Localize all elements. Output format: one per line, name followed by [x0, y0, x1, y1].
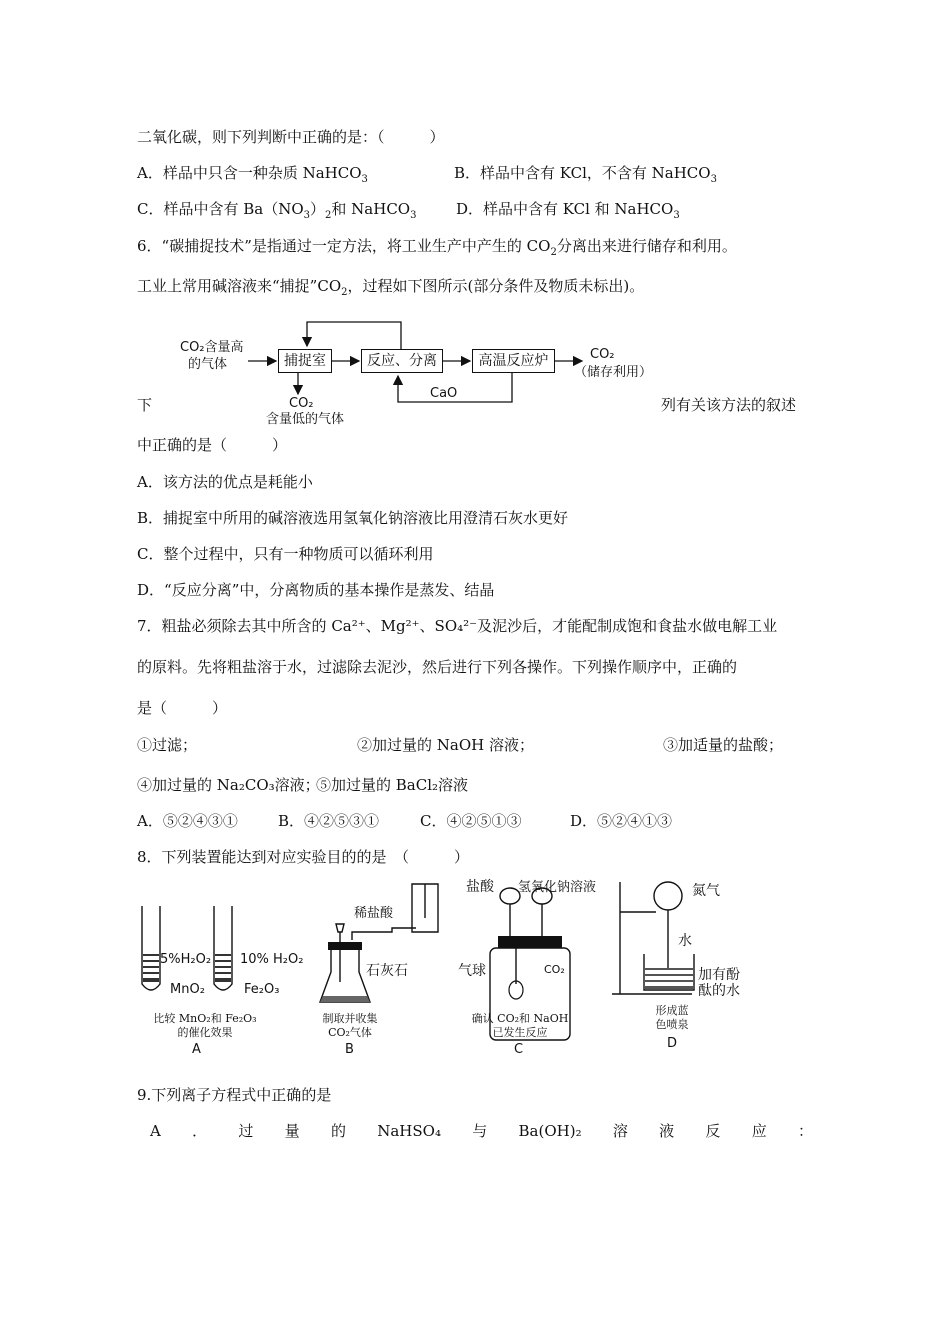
q7-operation-3: ③加适量的盐酸； — [663, 736, 784, 754]
q9-a-part: 的 — [330, 1122, 346, 1140]
q6-stem-line2: 工业上常用碱溶液来“捕捉$”CO_2$，过程如下图所示(部分条件及物质未标出)。 — [137, 277, 645, 298]
q6-option-d: D．“反应分离”中，分离物质的基本操作是蒸发、结晶 — [137, 581, 495, 599]
q6-option-c: C．整个过程中，只有一种物质可以循环利用 — [137, 545, 434, 563]
q6-text-before-diagram: 下 — [137, 396, 153, 414]
q7-stem-line1: 7．粗盐必须除去其中所含的 Ca²⁺、Mg²⁺、SO₄²⁻及泥沙后，才能配制成饱和食盐水做电解工业 — [137, 617, 778, 635]
diagram-input-line2: 的气体 — [188, 357, 228, 372]
c-gas-label: CO₂ — [544, 963, 565, 976]
q7-operation-1: ①过滤； — [137, 736, 198, 754]
q7-operation-5: ⑤加过量的 BaCl₂溶液 — [316, 776, 469, 794]
q9-a-part: 与 — [472, 1122, 488, 1140]
q7-option-b: B．④②⑤③① — [278, 812, 380, 830]
b-caption-line2: CO₂气体 — [328, 1026, 372, 1039]
diagram-box-furnace: 高温反应炉 — [472, 349, 555, 373]
a-solid2-label: Fe₂O₃ — [244, 982, 280, 997]
a-caption-line2: 的催化效果 — [177, 1026, 233, 1039]
q5-option-a: A．样品中只含一种杂质 NaHCO$_3$ — [137, 164, 368, 185]
q9-a-part: ． — [192, 1122, 208, 1140]
d-beaker-line1: 加有酚 — [698, 967, 740, 983]
q6-stem-line1: 6．“碳捕捉技术”是指通过一定方法，将工业生产中产生的 $CO_2$分离出来进行储存和利用。 — [137, 237, 737, 258]
q9-a-part: 过 — [238, 1122, 254, 1140]
q7-stem-line3: 是（ ） — [137, 699, 228, 717]
c-base-label: 氢氧化钠溶液 — [518, 880, 597, 895]
c-caption-line1: 确认 CO₂和 NaOH — [471, 1012, 569, 1025]
d-water-label: 水 — [678, 933, 692, 949]
diagram-input-line1: CO₂含量高 — [180, 340, 244, 355]
a-caption-line1: 比较 MnO₂和 Fe₂O₃ — [153, 1012, 257, 1025]
q9-a-part: 应 — [751, 1122, 767, 1140]
q7-stem-line2: 的原料。先将粗盐溶于水，过滤除去泥沙，然后进行下列各操作。下列操作顺序中，正确的 — [137, 658, 738, 676]
q6-text-after-diagram: 列有关该方法的叙述 — [661, 396, 797, 414]
q6-stem-line3: 中正确的是（ ） — [137, 436, 288, 454]
q9-a-part: Ba(OH)₂ — [518, 1122, 582, 1140]
q9-a-part: 反 — [705, 1122, 721, 1140]
a-letter: A — [192, 1042, 201, 1057]
diagram-output-storage: （储存利用） — [574, 365, 653, 380]
a-tube2-label: 10% H₂O₂ — [240, 952, 304, 967]
q9-option-a — [150, 1121, 813, 1141]
d-caption-line1: 形成蓝 — [655, 1004, 689, 1017]
q7-operation-4: ④加过量的 Na₂CO₃溶液； — [137, 776, 320, 794]
q5-option-c: C．样品中含有 $Ba(NO_3)_2$和 NaHCO$_3$ — [137, 200, 417, 221]
q7-operation-2: ②加过量的 NaOH 溶液； — [357, 736, 534, 754]
diagram-output-co2: CO₂ — [590, 347, 615, 362]
b-acid-label: 稀盐酸 — [354, 906, 394, 921]
diagram-box-capture-chamber: 捕捉室 — [278, 349, 332, 373]
a-solid1-label: MnO₂ — [170, 982, 205, 997]
q7-option-d: D．⑤②④①③ — [570, 812, 673, 830]
d-letter: D — [667, 1036, 678, 1051]
b-letter: B — [345, 1042, 354, 1057]
q5-stem-continued: 二氧化碳，则下列判断中正确的是：（ ） — [137, 128, 445, 146]
q8-stem: 8．下列装置能达到对应实验目的的是 （ ） — [137, 848, 470, 866]
q7-option-c: C．④②⑤①③ — [420, 812, 522, 830]
a-tube1-label: 5%H₂O₂ — [160, 952, 212, 967]
d-gas-label: 氮气 — [692, 883, 720, 899]
c-letter: C — [514, 1042, 524, 1057]
q9-a-part: 液 — [659, 1122, 675, 1140]
q8-apparatus-figure — [130, 872, 770, 1064]
d-caption-line2: 色喷泉 — [655, 1018, 689, 1031]
q6-option-a: A．该方法的优点是耗能小 — [137, 473, 313, 491]
c-caption-line2: 已发生反应 — [492, 1026, 548, 1039]
q9-a-part: A — [150, 1122, 161, 1140]
diagram-box-reaction-separation: 反应、分离 — [361, 349, 443, 373]
b-caption-line1: 制取并收集 — [322, 1012, 378, 1025]
d-beaker-line2: 酞的水 — [698, 983, 740, 999]
q5-option-b: B．样品中含有 KCl，不含有 NaHCO$_3$ — [454, 164, 717, 185]
q9-a-part: 溶 — [612, 1122, 628, 1140]
q9-a-part: ： — [797, 1122, 813, 1140]
c-acid-label: 盐酸 — [466, 879, 494, 895]
q9-a-part: 量 — [284, 1122, 300, 1140]
diagram-cao-label: CaO — [430, 386, 458, 401]
q7-option-a: A．⑤②④③① — [137, 812, 238, 830]
carbon-capture-diagram — [0, 0, 950, 440]
diagram-low-co2: CO₂ — [289, 396, 314, 411]
q9-a-part: NaHSO₄ — [377, 1122, 441, 1140]
q9-stem: 9.下列离子方程式中正确的是 — [137, 1086, 332, 1104]
c-balloon-label: 气球 — [458, 963, 486, 979]
q5-option-d: D．样品中含有 KCl 和 NaHCO$_3$ — [456, 200, 680, 221]
q6-option-b: B．捕捉室中所用的碱溶液选用氢氧化钠溶液比用澄清石灰水更好 — [137, 509, 569, 527]
b-stone-label: 石灰石 — [366, 963, 408, 979]
diagram-arrows — [0, 0, 950, 440]
diagram-low-gas: 含量低的气体 — [266, 412, 345, 427]
